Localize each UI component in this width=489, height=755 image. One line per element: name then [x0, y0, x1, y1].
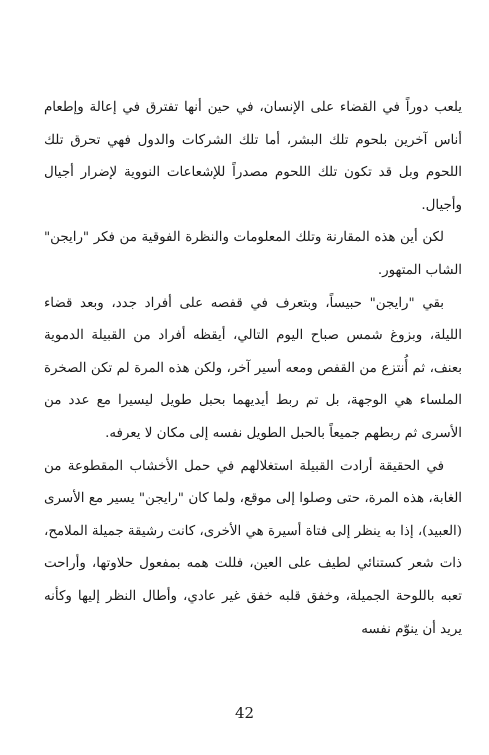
body-text	[44, 92, 462, 646]
paragraph-2: لكن أين هذه المقارنة وتلك المعلومات والنظرة الفوقية من فكر "رايجن" الشاب المتهور.	[44, 230, 462, 278]
paragraph-1: يلعب دوراً في القضاء على الإنسان، في حين أنها تفترق في إعالة وإطعام أناس آخرين بلحوم تلك البشر، أما تلك الشركات والدول فهي تحرق تلك اللحوم وبل قد تكون تلك اللحوم مصدراً للإشعاعات النووية لإضرار أجيال وأجيال.	[44, 100, 462, 213]
paragraph-4: في الحقيقة أرادت القبيلة استغلالهم في حمل الأخشاب المقطوعة من الغابة، هذه المرة، حتى وصلوا إلى موقع، ولما كان "رايجن" يسير مع الأسرى (العبيد)، إذا به ينظر إلى فتاة أسيرة هي الأخرى، كانت رشيقة جميلة الملامح، ذات شعر كستنائي لطيف على العين، فللت همه بمفعول حلاوتها، وأراحت تعبه باللوحة الجميلة، وخفق قلبه خفق غير عادي، وأطال النظر إليها وكأنه يريد أن ينوّم نفسه	[44, 458, 462, 637]
page-number: 42	[234, 704, 255, 722]
paragraph-3: بقي "رايجن" حبيساً، وبتعرف في قفصه على أفراد جدد، وبعد قضاء الليلة، وبزوغ شمس صباح اليوم التالي، أيقظه أفراد من القبيلة الدموية بعنف، ثم أُنتزع من القفص ومعه أسير آخر، ولكن هذه المرة لم تكن الصخرة الملساء هي الوجهة، بل تم ربط أيديهما بحبل طويل ليسيرا مع عدد من الأسرى ثم ربطهم جميعاً بالحبل الطويل نفسه إلى مكان لا يعرفه.	[44, 295, 462, 441]
